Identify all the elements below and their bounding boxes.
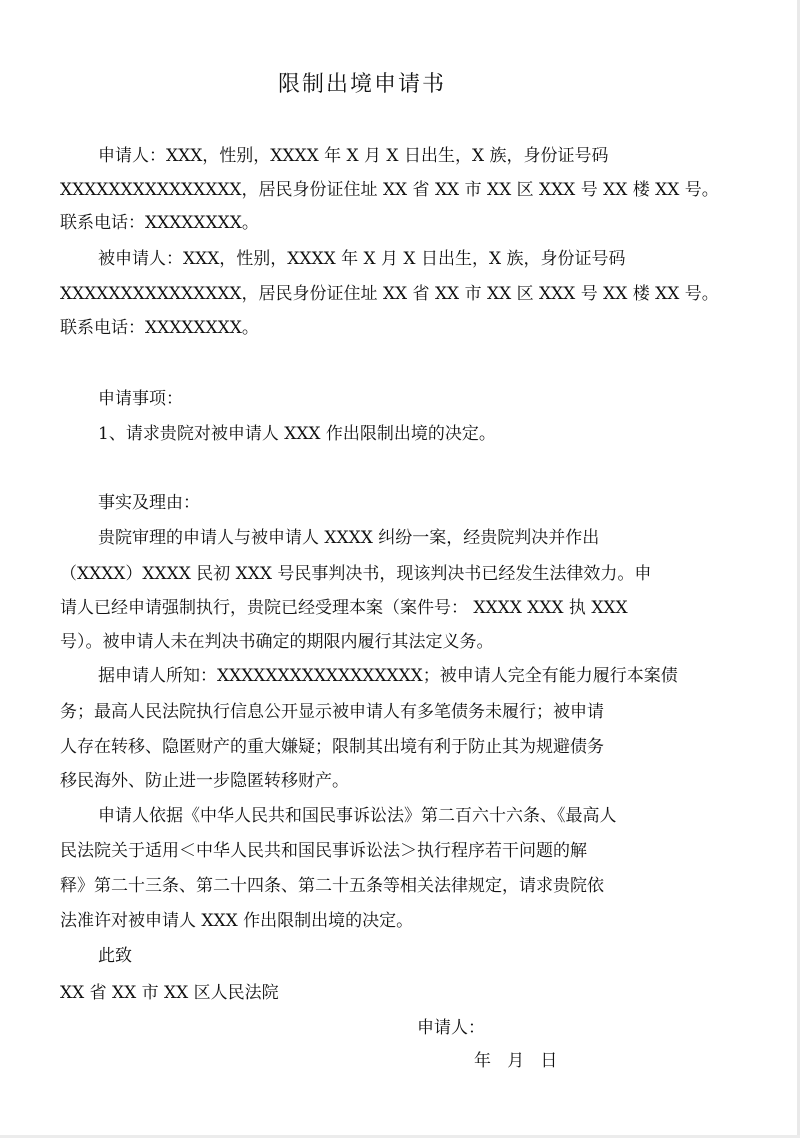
applicant-line: XXXXXXXXXXXXXXX，居民身份证住址 XX 省 XX 市 XX 区 XXX 号 XX 楼 XX 号。	[60, 180, 719, 200]
facts-paragraph-line: 务；最高人民法院执行信息公开显示被申请人有多笔债务未履行；被申请	[60, 702, 604, 722]
facts-paragraph-line: （XXXX）XXXX 民初 XXX 号民事判决书，现该判决书已经发生法律效力。申	[60, 564, 652, 584]
request-item: 1、请求贵院对被申请人 XXX 作出限制出境的决定。	[98, 424, 496, 444]
respondent-phone: 联系电话：XXXXXXXX。	[60, 318, 259, 338]
facts-heading: 事实及理由：	[98, 493, 200, 513]
facts-paragraph-line: 请人已经申请强制执行，贵院已经受理本案（案件号： XXXX XXX 执 XXX	[60, 598, 628, 618]
facts-paragraph-line: 移民海外、防止进一步隐匿转移财产。	[60, 771, 349, 791]
facts-paragraph-line: 人存在转移、隐匿财产的重大嫌疑；限制其出境有利于防止其为规避债务	[60, 737, 604, 757]
facts-paragraph-line: 申请人依据《中华人民共和国民事诉讼法》第二百六十六条、《最高人	[98, 806, 617, 826]
facts-paragraph-line: 据申请人所知：XXXXXXXXXXXXXXXXX；被申请人完全有能力履行本案债	[98, 666, 678, 686]
applicant-phone: 联系电话：XXXXXXXX。	[60, 213, 259, 233]
facts-paragraph-line: 释》第二十三条、第二十四条、第二十五条等相关法律规定，请求贵院依	[60, 876, 604, 896]
court-name: XX 省 XX 市 XX 区人民法院	[60, 983, 279, 1003]
respondent-line: XXXXXXXXXXXXXXX，居民身份证住址 XX 省 XX 市 XX 区 XXX 号 XX 楼 XX 号。	[60, 284, 719, 304]
facts-paragraph-line: 法准许对被申请人 XXX 作出限制出境的决定。	[60, 911, 414, 931]
closing-salutation: 此致	[98, 946, 132, 966]
document-title: 限制出境申请书	[278, 72, 447, 97]
applicant-signature-label: 申请人：	[417, 1018, 485, 1038]
applicant-line: 申请人：XXX，性别，XXXX 年 X 月 X 日出生，X 族，身份证号码	[98, 146, 609, 166]
facts-paragraph-line: 民法院关于适用＜中华人民共和国民事诉讼法＞执行程序若干问题的解	[60, 841, 587, 861]
facts-paragraph-line: 贵院审理的申请人与被申请人 XXXX 纠纷一案，经贵院判决并作出	[98, 528, 600, 548]
facts-paragraph-line: 号）。被申请人未在判决书确定的期限内履行其法定义务。	[60, 632, 494, 652]
request-heading: 申请事项：	[98, 389, 183, 409]
respondent-line: 被申请人：XXX，性别，XXXX 年 X 月 X 日出生，X 族，身份证号码	[98, 249, 626, 269]
signature-date: 年 月 日	[474, 1051, 558, 1071]
